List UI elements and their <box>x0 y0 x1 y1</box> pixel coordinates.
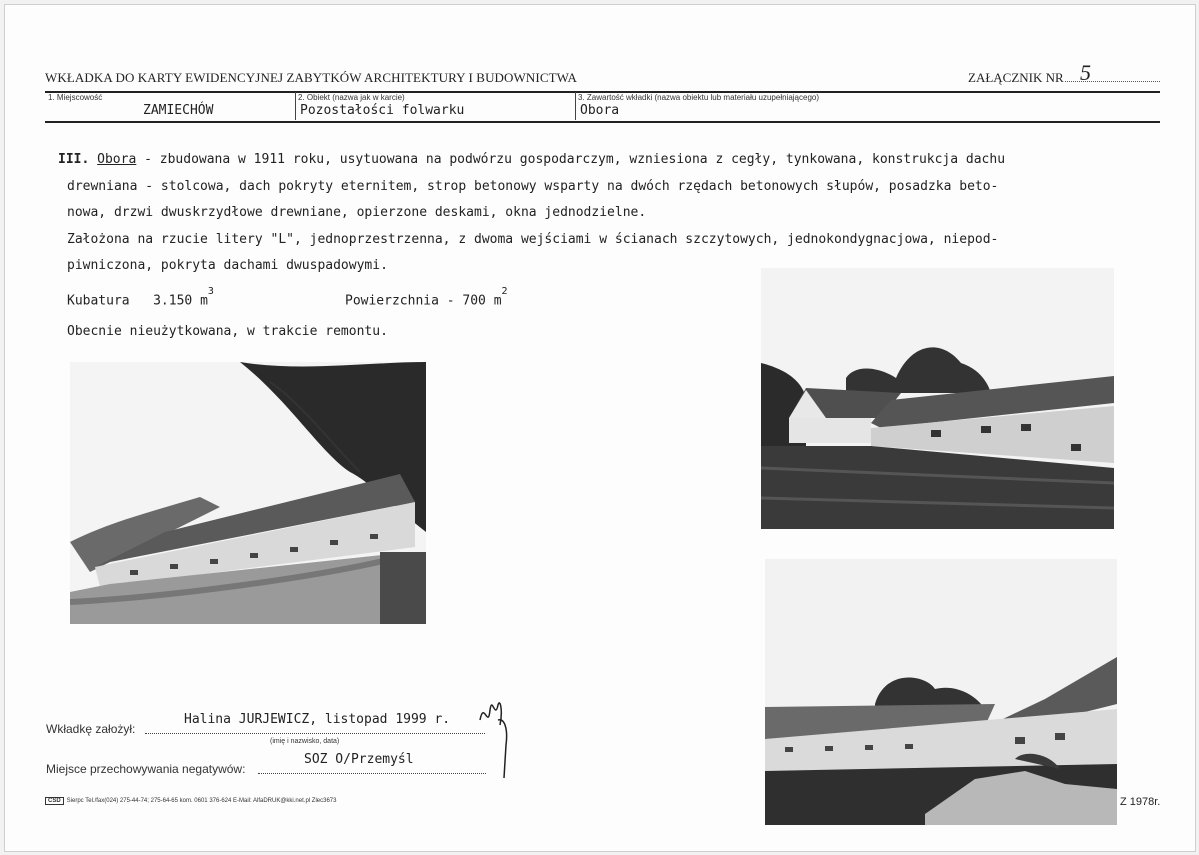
author-label: Wkładkę założył: <box>46 722 136 736</box>
photo-barn-l-shape <box>761 268 1114 529</box>
section-number: III. <box>58 152 90 167</box>
description-line: III. Obora - zbudowana w 1911 roku, usytuowana na podwórzu gospodarczym, wzniesiona z cegły, tynkowana, konstrukcja dachu <box>58 152 1006 167</box>
description-line: nowa, drzwi dwuskrzydłowe drewniane, opierzone deskami, okna jednodzielne. <box>67 205 647 220</box>
photo-barn-yard <box>765 559 1117 825</box>
field-divider <box>575 92 576 120</box>
author-hint: (imię i nazwisko, data) <box>270 738 340 745</box>
field-label-object: 2. Obiekt (nazwa jak w karcie) <box>298 93 405 102</box>
volume: Kubatura 3.150 $m^3$ <box>67 286 214 309</box>
photo-barn-side <box>70 362 426 624</box>
field-divider <box>295 92 296 120</box>
negatives-value: SOZ O/Przemyśl <box>304 752 414 767</box>
field-value-content: Obora <box>580 103 620 118</box>
author-value: Halina JURJEWICZ, listopad 1999 r. <box>184 712 451 727</box>
field-label-content: 3. Zawartość wkładki (nazwa obiektu lub materiału uzupełniającego) <box>578 93 820 102</box>
field-value-locality: ZAMIECHÓW <box>143 103 214 118</box>
field-value-object: Pozostałości folwarku <box>300 103 465 118</box>
form-title: WKŁADKA DO KARTY EWIDENCYJNEJ ZABYTKÓW ARCHITEKTURY I BUDOWNICTWA <box>45 70 578 85</box>
header-rule-bottom <box>45 121 1160 123</box>
attachment-label: ZAŁĄCZNIK NR <box>968 70 1064 85</box>
printer-logo: CSD <box>45 797 64 805</box>
form-year: Z 1978r. <box>1120 796 1161 808</box>
description-line: Założona na rzucie litery "L", jednoprzestrzenna, z dwoma wejściami w ścianach szczytowych, jednokondygnacjowa, niepod- <box>67 231 999 247</box>
field-label-locality: 1. Miejscowość <box>48 93 103 102</box>
attachment-number: 5 <box>1065 60 1160 82</box>
description-line: drewniana - stolcowa, dach pokryty eternitem, strop betonowy wsparty na dwóch rzędach betonowych słupów, posadzka beto- <box>67 178 999 194</box>
object-name: Obora <box>97 152 137 167</box>
printer-info: CSD Sierpc Tel./fax(024) 275-44-74; 275-64-65 kom. 0601 376-624 E-Mail: AlfaDRUK@kki.net.pl Zlec3673 <box>45 797 336 805</box>
area: Powierzchnia - 700 $m^2$ <box>345 286 508 309</box>
negatives-label: Miejsce przechowywania negatywów: <box>46 762 246 776</box>
description <box>58 147 1005 280</box>
description-line: piwniczona, pokryta dachami dwuspadowymi. <box>67 258 388 273</box>
status-text: Obecnie nieużytkowana, w trakcie remontu. <box>67 324 388 339</box>
